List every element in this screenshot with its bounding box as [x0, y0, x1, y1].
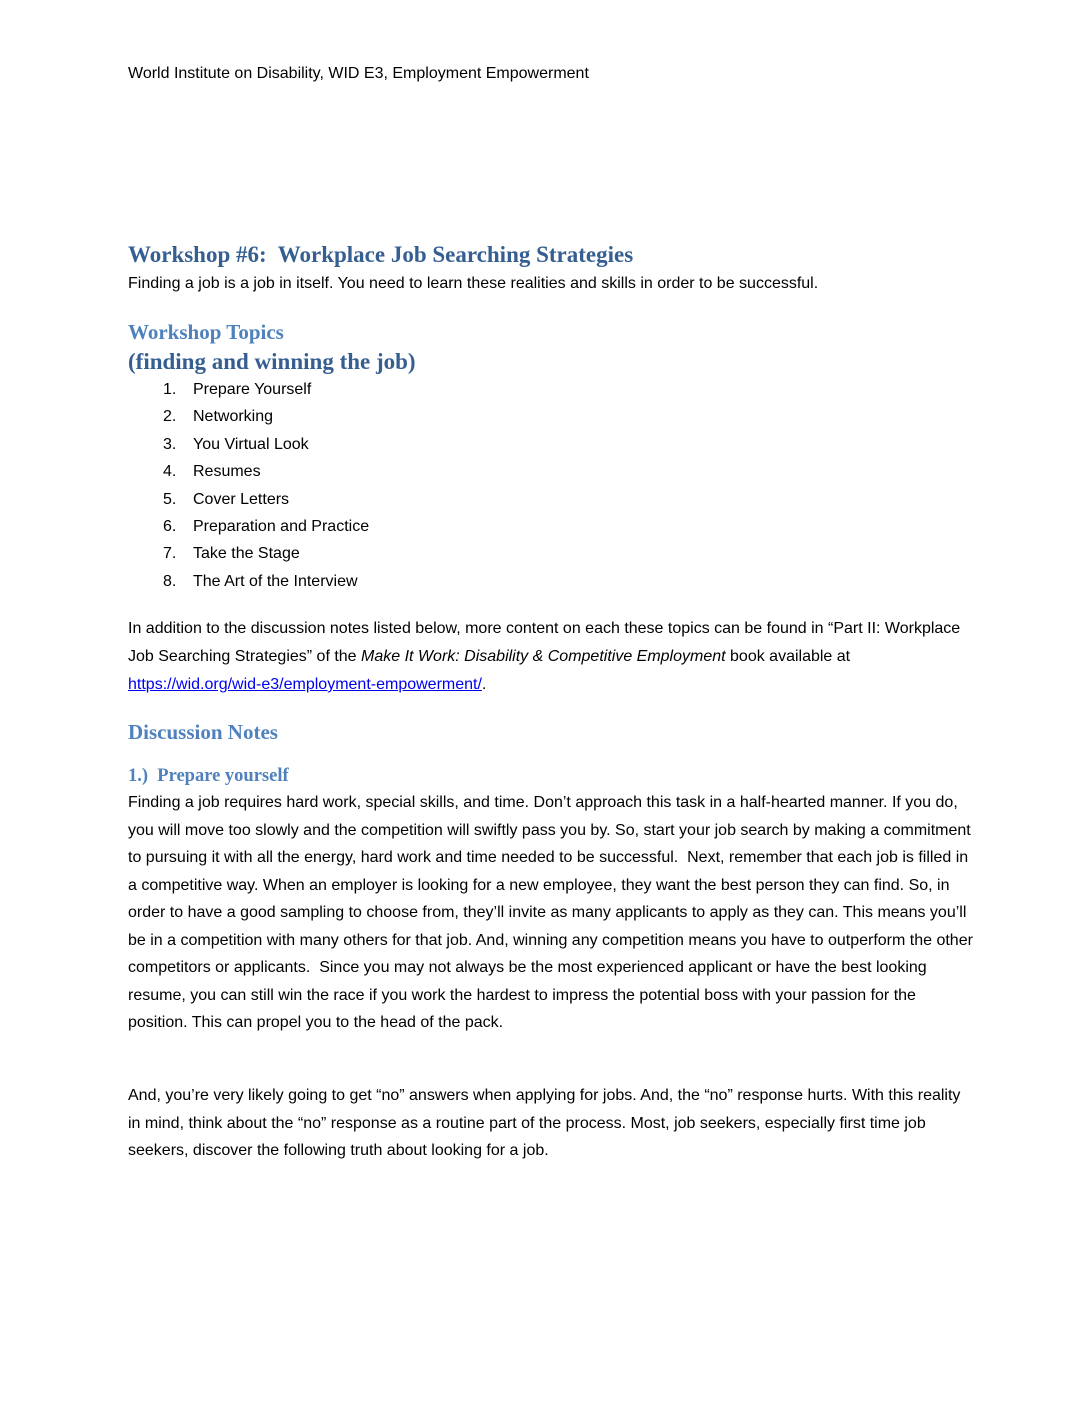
- title-line-1: Workshop #6: Workplace Job Searching Strategies: [128, 242, 634, 267]
- topic-item: [163, 540, 863, 567]
- topic-item: [163, 403, 863, 430]
- book-paragraph-text-3: .: [481, 676, 487, 693]
- prepare-yourself-heading: 1.) Prepare yourself: [128, 766, 289, 786]
- discussion-notes-heading: Discussion Notes: [128, 720, 278, 744]
- topic-label: Networking: [193, 408, 274, 426]
- topic-label: You Virtual Look: [193, 435, 309, 453]
- topic-number: 6.: [163, 518, 177, 536]
- book-title: Make It Work: Disability & Competitive Employment: [361, 648, 726, 665]
- topic-label: The Art of the Interview: [193, 572, 358, 590]
- topic-item: [163, 458, 863, 485]
- prepare-yourself-paragraph-1: Finding a job requires hard work, special skills, and time. Don’t approach this task in a half-hearted manner. If you do, you will move too slowly and the competition will swiftly pass you by. So, start your job search by making a commitment to pursuing it with all the energy, hard work and time needed to be successful. Next, remember that each job is filled in a competitive way. When an employer is looking for a new employee, they want the best person they can find. So, in order to have a good sampling to choose from, they’ll invite as many applicants to apply as they can. This means you’ll be in a competition with many others for that job. And, winning any competition means you have to outperform the other competitors or applicants. Since you may not always be the most experienced applicant or have the best looking resume, you can still win the race if you work the hardest to impress the potential boss with your passion for the position. This can propel you to the head of the pack.: [128, 794, 978, 1031]
- topic-item: [163, 568, 863, 595]
- topic-number: 1.: [163, 381, 177, 398]
- topic-number: 2.: [163, 408, 177, 426]
- topic-label: Preparation and Practice: [193, 518, 370, 536]
- book-paragraph-text-2: book available at: [725, 648, 855, 665]
- document-header: World Institute on Disability, WID E3, Employment Empowerment: [128, 65, 589, 82]
- topic-number: 5.: [163, 490, 177, 508]
- prepare-yourself-paragraph-2: And, you’re very likely going to get “no” answers when applying for jobs. And, the “no” response hurts. With this reality in mind, think about the “no” response as a routine part of the process. Most, job seekers, especially first time job seekers, discover the following truth about looking for a job.: [128, 1087, 965, 1159]
- title-line-2: (finding and winning the job): [128, 348, 416, 374]
- workshop-topics-list: [163, 376, 863, 595]
- topic-number: 3.: [163, 435, 177, 453]
- topic-label: Resumes: [193, 463, 261, 481]
- topic-number: 4.: [163, 463, 177, 481]
- topic-item: [163, 376, 863, 403]
- topic-label: Cover Letters: [193, 490, 290, 508]
- topic-label: Prepare Yourself: [193, 381, 312, 398]
- workshop-topics-heading: Workshop Topics: [128, 320, 284, 344]
- topic-number: 7.: [163, 545, 177, 563]
- book-paragraph-text-1: In addition to the discussion notes listed below, more content on each these topics can be found in “Part II: Workplace Job Searching Strategies” of the: [128, 620, 965, 665]
- intro-paragraph: Finding a job is a job in itself. You need to learn these realities and skills in order to be successful.: [128, 275, 819, 292]
- employment-empowerment-link[interactable]: https://wid.org/wid-e3/employment-empowerment/: [128, 676, 482, 693]
- topic-number: 8.: [163, 572, 177, 590]
- topic-item: [163, 431, 863, 458]
- topic-item: [163, 486, 863, 513]
- book-reference-paragraph: [128, 615, 973, 699]
- topic-label: Take the Stage: [193, 545, 300, 563]
- topic-item: [163, 513, 863, 540]
